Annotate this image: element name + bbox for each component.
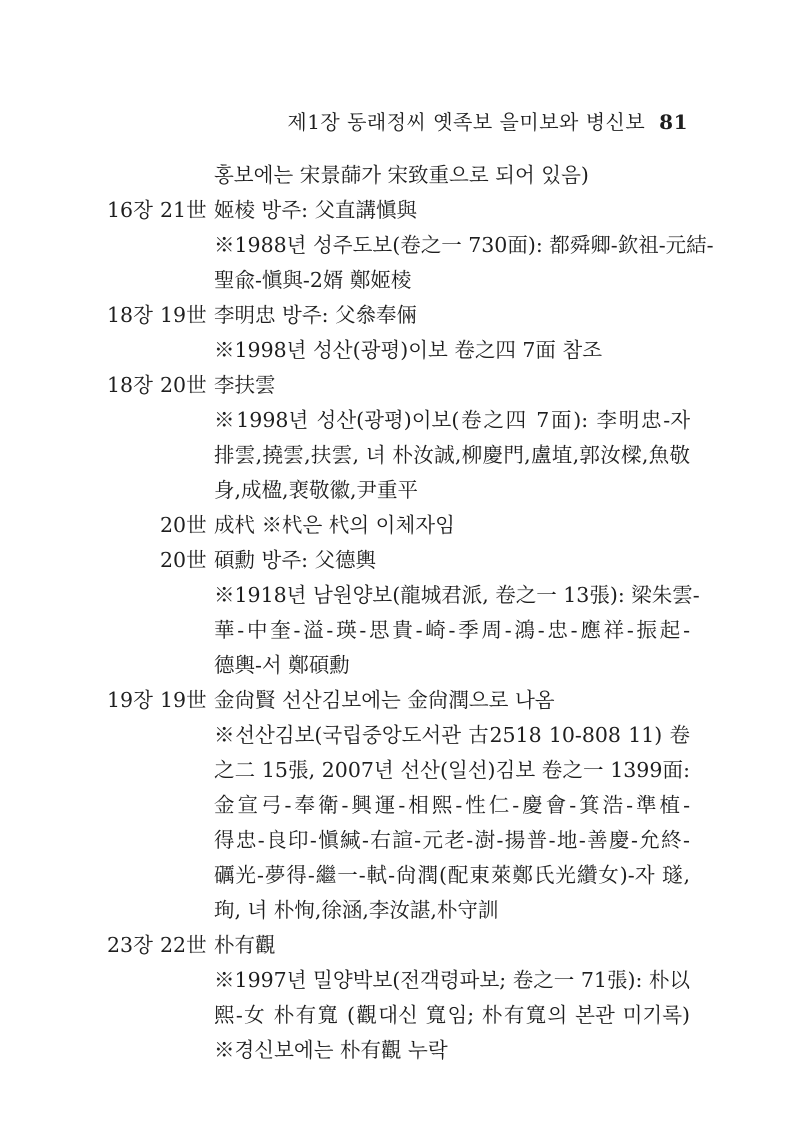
note-line: ※1997년 밀양박보(전객령파보; 卷之一 71張): 朴以: [214, 968, 690, 992]
entry-heading: 李明忠 방주: 父叅奉倆: [214, 303, 418, 327]
generation-label: 22世: [160, 933, 207, 957]
note-line: 聖兪-愼與-2婿 鄭姬棱: [214, 268, 412, 292]
generation-label: 20世: [160, 548, 207, 572]
note-line: 礪光-夢得-繼一-軾-尙潤(配東萊鄭氏光纘女)-자 璲,: [214, 863, 690, 887]
note-line: 金宣弓-奉衛-興運-相熙-性仁-慶會-箕浩-準植-: [214, 793, 690, 817]
note-line: 珣, 녀 朴恂,徐涵,李汝諶,朴守訓: [214, 898, 499, 922]
note-line: 身,成楹,裵敬徽,尹重平: [214, 478, 419, 502]
note-line: ※1918년 남원양보(龍城君派, 卷之一 13張): 梁朱雲-: [214, 583, 700, 607]
note-line: 熙-女 朴有寬 (觀대신 寬임; 朴有寬의 본관 미기록): [214, 1003, 690, 1027]
note-line: ※1998년 성산(광평)이보(卷之四 7面): 李明忠-자: [214, 408, 690, 432]
entry-heading: 金尙賢 선산김보에는 金尙潤으로 나옴: [214, 688, 555, 712]
generation-label: 20世: [160, 373, 207, 397]
page-number: 81: [659, 110, 688, 134]
jang-label: 16장: [107, 198, 153, 222]
entry-heading: 李扶雲: [214, 373, 276, 397]
generation-label: 20世: [160, 513, 207, 537]
note-line: ※경신보에는 朴有觀 누락: [214, 1038, 448, 1062]
header-title: 제1장 동래정씨 옛족보 을미보와 병신보: [287, 110, 646, 134]
entry-heading: 姬棱 방주: 父直講愼與: [214, 198, 418, 222]
note-line: 之二 15張, 2007년 선산(일선)김보 卷之一 1399面:: [214, 758, 690, 782]
jang-label: 23장: [107, 933, 153, 957]
jang-label: 19장: [107, 688, 153, 712]
generation-label: 21世: [160, 198, 207, 222]
entry-heading: 成杙 ※杙은 杙의 이체자임: [214, 513, 455, 537]
note-line: 得忠-良印-愼緘-右諠-元老-澍-揚普-地-善慶-允終-: [214, 828, 690, 852]
jang-label: 18장: [107, 303, 153, 327]
entry-heading: 朴有觀: [214, 933, 276, 957]
jang-label: 18장: [107, 373, 153, 397]
note-line: 華-中奎-溢-瑛-思貴-崎-季周-鴻-忠-應祥-振起-: [214, 618, 690, 642]
note-line: ※선산김보(국립중앙도서관 古2518 10-808 11) 卷: [214, 723, 690, 747]
note-line: ※1988년 성주도보(卷之一 730面): 都舜卿-欽祖-元結-: [214, 233, 714, 257]
generation-label: 19世: [160, 688, 207, 712]
text-line: 홍보에는 宋景蒒가 宋致重으로 되어 있음): [214, 163, 589, 187]
note-line: ※1998년 성산(광평)이보 卷之四 7面 참조: [214, 338, 603, 362]
running-header: [287, 106, 688, 135]
entry-heading: 碩勳 방주: 父德輿: [214, 548, 377, 572]
note-line: 排雲,撓雲,扶雲, 녀 朴汝誠,柳慶門,盧埴,郭汝樑,魚敬: [214, 443, 690, 467]
generation-label: 19世: [160, 303, 207, 327]
note-line: 德輿-서 鄭碩勳: [214, 653, 350, 677]
